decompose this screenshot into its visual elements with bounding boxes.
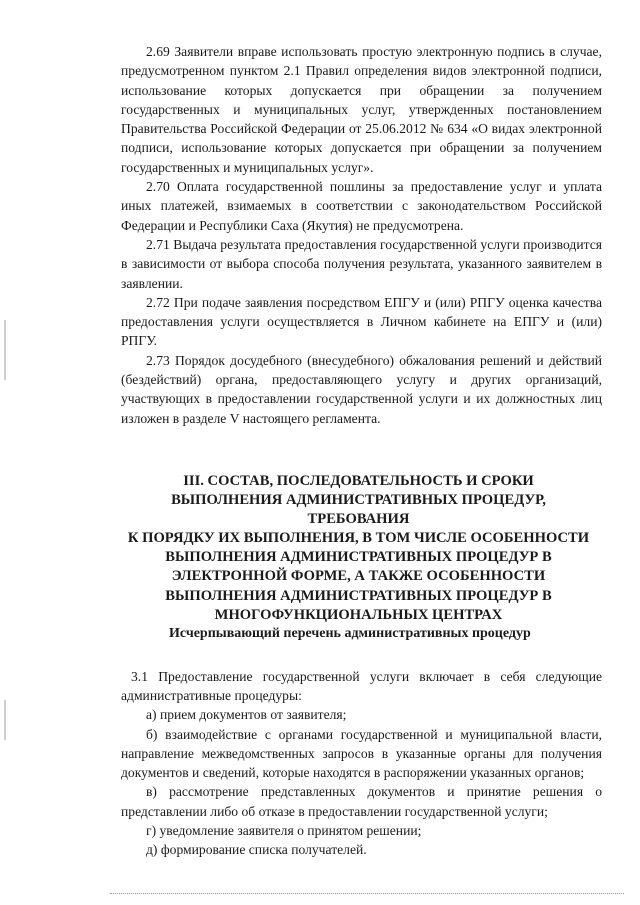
procedure-item: б) взаимодействие с органами государственной и муниципальной власти, направление межведомственных запросов в указанные органы для получения документов и сведений, которые находятся в распоряжении указанных органов;: [121, 726, 602, 781]
procedure-item: г) уведомление заявителя о принятом решении;: [146, 823, 422, 839]
section-title-line: ВЫПОЛНЕНИЯ АДМИНИСТРАТИВНЫХ ПРОЦЕДУР В: [165, 587, 552, 604]
section-title-line: ВЫПОЛНЕНИЯ АДМИНИСТРАТИВНЫХ ПРОЦЕДУР, ТРЕБОВАНИЯ: [171, 492, 546, 528]
procedure-item: в) рассмотрение представленных документов и принятие решения о представлении либо об отказе в предоставлении государственной услуги;: [121, 784, 602, 819]
paragraph-2-69: 2.69 Заявители вправе использовать простую электронную подпись в случае, предусмотренном пунктом 2.1 Правил определения видов электронной подписи, использование которых допускается при обращении за получением государственных и муниципальных услуг, утвержденных постановлением Правительства Российской Федерации от 25.06.2012 № 634 «О видах электронной подписи, использование которых допускается при обращении за получением государственных и муниципальных услуг».: [121, 44, 602, 175]
section-title-line: ЭЛЕКТРОННОЙ ФОРМЕ, А ТАКЖЕ ОСОБЕННОСТИ: [171, 568, 546, 585]
paragraph-list: [121, 42, 602, 428]
scan-artifact: [4, 700, 6, 740]
subsection-title: Исчерпывающий перечень административных процедур: [169, 625, 531, 641]
section-title-line: МНОГОФУНКЦИОНАЛЬНЫХ ЦЕНТРАХ: [214, 606, 503, 623]
procedure-item: д) формирование списка получателей.: [146, 842, 367, 858]
scan-artifact: [4, 320, 6, 380]
section-title-line: ВЫПОЛНЕНИЯ АДМИНИСТРАТИВНЫХ ПРОЦЕДУР В: [165, 549, 552, 566]
scan-bottom-edge: [110, 893, 624, 894]
procedure-item: а) прием документов от заявителя;: [146, 707, 347, 723]
paragraph-2-73: 2.73 Порядок досудебного (внесудебного) обжалования решений и действий (бездействий) органа, предоставляющего услугу и других организаций, участвующих в предоставлении государственной услуги и их должностных лиц изложен в разделе V настоящего регламента.: [121, 352, 602, 426]
paragraph-2-72: 2.72 При подаче заявления посредством ЕПГУ и (или) РПГУ оценка качества предоставления услуги осуществляется в Личном кабинете на ЕПГУ и (или) РПГУ.: [121, 294, 602, 349]
section-title-line: III. СОСТАВ, ПОСЛЕДОВАТЕЛЬНОСТЬ И СРОКИ: [183, 472, 534, 489]
section-title-line: К ПОРЯДКУ ИХ ВЫПОЛНЕНИЯ, В ТОМ ЧИСЛЕ ОСОБЕННОСТИ: [127, 530, 590, 547]
paragraph-2-70: 2.70 Оплата государственной пошлины за предоставление услуг и уплата иных платежей, взимаемых в соответствии с законодательством Российской Федерации и Республики Саха (Якутия) не предусмотрена.: [121, 179, 602, 233]
procedures-block: [121, 667, 602, 860]
section-title: [121, 472, 602, 625]
procedures-lead: 3.1 Предоставление государственной услуги включает в себя следующие административные процедуры:: [121, 668, 602, 703]
paragraph-2-71: 2.71 Выдача результата предоставления государственной услуги производится в зависимости от выбора способа получения результата, указанного заявителем в заявлении.: [121, 236, 602, 291]
